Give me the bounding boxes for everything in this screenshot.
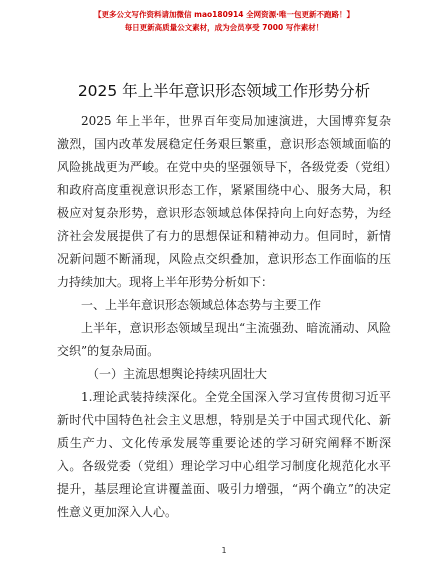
intro-paragraph: 2025 年上半年，世界百年变局加速演进，大国博弈复杂激烈，国内改革发展稳定任务艰巨繁重，意识形态领域面临的风险挑战更为严峻。在党中央的坚强领导下，各级党委（党组）和政府高度重视意识形态工作，紧紧围绕中心、服务大局，积极应对复杂形势，意识形态领域总体保持向上向好态势，为经济社会发展提供了有力的思想保证和精神动力。但同时，新情况新问题不断涌现，风险点交织叠加，意识形态工作面临的压力持续加大。现将上半年形势分析如下： — [57, 114, 391, 289]
page-number: 1 — [221, 546, 227, 555]
subsection-1-heading: （一）主流思想舆论持续巩固壮大 — [87, 367, 268, 381]
banner-line-2: 每日更新高质量公文素材，成为会员享受 7000 写作素材！ — [124, 23, 324, 32]
section-1-paragraph: 上半年，意识形态领域呈现出“主流强劲、暗流涌动、风险交织”的复杂局面。 — [57, 321, 391, 358]
document-body — [57, 110, 391, 524]
point-1-paragraph: 1.理论武装持续深化。全党全国深入学习宣传贯彻习近平新时代中国特色社会主义思想，特别是关于中国式现代化、新质生产力、文化传承发展等重要论述的学习研究阐释不断深入。各级党委（党组）理论学习中心组学习制度化规范化水平提升，基层理论宣讲覆盖面、吸引力增强，“两个确立”的决定性意义更加深入人心。 — [57, 390, 391, 519]
header-banner — [0, 8, 448, 34]
document-title: 2025 年上半年意识形态领域工作形势分析 — [77, 82, 371, 100]
section-1-heading: 一、上半年意识形态领域总体态势与主要工作 — [81, 298, 322, 312]
banner-line-1: 【更多公文写作资料请加微信 mao180914 全网资源·唯一包更新不跑路！】 — [94, 10, 354, 19]
